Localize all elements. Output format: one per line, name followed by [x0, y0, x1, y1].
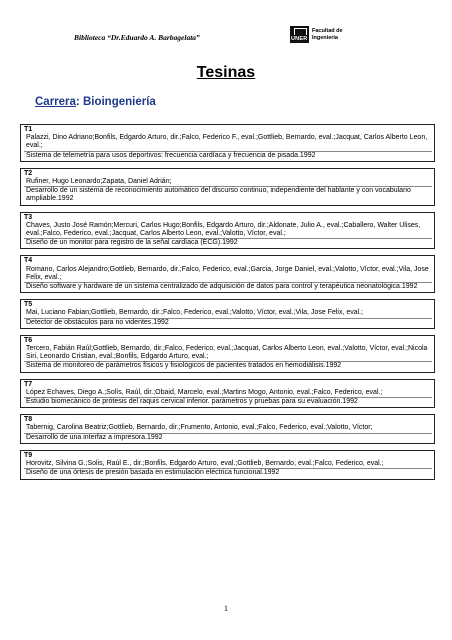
thesis-entry [20, 450, 435, 480]
thesis-list [20, 124, 435, 486]
thesis-authors: Romano, Carlos Alejandro;Gottlieb, Bernardo, dir.;Falco, Federico, eval.;Garcia, Jorge Daniel, eval.;Valotto, Víctor, eval.;Vila, Jose Felix, eval.; [26, 265, 429, 281]
thesis-entry [20, 414, 435, 444]
thesis-authors: Chaves, Justo José Ramón;Mercuri, Carlos Hugo;Bonfils, Edgardo Arturo, dir.;Aldonate, Julio A., eval.;Caballero, Walter Ulises, eval.;Falco, Federico, eval.;Jacquat, Carlos Alberto Leon, eval.;Valotto, Víctor, eval.; [26, 221, 421, 238]
carrera-heading [35, 96, 156, 108]
thesis-code: T5 [24, 301, 33, 309]
thesis-authors: Palazzi, Dino Adriano;Bonfils, Edgardo Arturo, dir.;Falco, Federico F., eval.;Gottlieb, Bernardo, eval.;Jacquat, Carlos Alberto Leon, eval.; [26, 134, 428, 150]
thesis-title: Desarrollo de un sistema de reconocimiento automático del discurso continuo, independiente del hablante y con vocabulario ampliable.1992 [24, 186, 432, 203]
thesis-authors: Tercero, Fabián Raúl;Gottlieb, Bernardo, dir.;Falco, Federico, eval.;Jacquat, Carlos Alberto Leon, eval.;Valotto, Víctor, eval.;Nicola Siri, Leonardo Cristian, eval.;Bonfils, Edgardo Arturo, eval.; [26, 345, 428, 361]
thesis-authors: Tabernig, Carolina Beatriz;Gottlieb, Bernardo, dir.;Frumento, Antonio, eval.;Falco, Federico, eval.;Valotto, Víctor; [26, 424, 373, 432]
thesis-title: Sistema de telemetría para usos deportivos: frecuencia cardíaca y frecuencia de pisada.1992 [24, 151, 432, 160]
thesis-entry [20, 379, 435, 409]
thesis-authors: Horovitz, Silvina G.;Solis, Raúl E., dir.;Bonfils, Edgardo Arturo, eval.;Gottlieb, Bernardo, eval.;Falco, Federico, eval.; [26, 460, 384, 468]
thesis-title: Detector de obstáculos para no videntes.1992 [24, 318, 432, 327]
logo-text: Facultad de Ingeniería [312, 28, 343, 41]
thesis-authors: López Echaves, Diego A.;Solís, Raúl, dir.;Obaid, Marcelo, eval.;Martins Mogo, Antonio, eval.;Falco, Federico, eval.; [26, 388, 383, 396]
thesis-code: T6 [24, 336, 33, 344]
carrera-label: Carrera [35, 96, 76, 108]
thesis-code: T9 [24, 451, 33, 459]
thesis-code: T2 [24, 169, 33, 177]
thesis-entry [20, 124, 435, 162]
thesis-title: Sistema de monitoreo de parámetros físicos y fisiológicos de pacientes tratados en hemodiálisis.1992 [24, 361, 432, 370]
page-title: Tesinas [196, 64, 256, 81]
thesis-code: T7 [24, 380, 33, 388]
carrera-value: Bioingeniería [79, 96, 156, 108]
faculty-logo [290, 26, 343, 43]
thesis-code: T1 [24, 126, 33, 133]
thesis-title: Estudio biomecánico de prótesis del raquis cervical inferior. parámetros y pruebas para su evaluación.1992 [24, 397, 432, 406]
carrera-separator: : [75, 96, 80, 108]
thesis-title: Diseño de un monitor para registro de la señal cardíaca (ECG).1992 [24, 238, 432, 247]
thesis-title: Diseño de una órtesis de presión basada en estimulación eléctrica funcional.1992 [24, 468, 432, 477]
thesis-entry [20, 299, 435, 329]
thesis-authors: Rufiner, Hugo Leonardo;Zapata, Daniel Adrián; [26, 178, 172, 186]
thesis-code: T4 [24, 257, 33, 265]
logo-icon-text: UNER [291, 36, 308, 42]
thesis-code: T8 [24, 416, 33, 424]
thesis-title: Desarrollo de una interfaz a impresora.1992 [24, 433, 432, 442]
thesis-entry [20, 168, 435, 206]
page-number: 1 [224, 604, 228, 613]
thesis-title: Diseño software y hardware de un sistema centralizado de adquisición de datos para control y terapéutica neonatológica.1992 [24, 282, 432, 291]
uner-logo-icon [290, 26, 309, 43]
thesis-code: T3 [24, 213, 33, 221]
thesis-entry [20, 335, 435, 373]
thesis-entry [20, 212, 435, 250]
thesis-entry [20, 255, 435, 293]
thesis-authors: Mai, Luciano Fabian;Gottlieb, Bernardo, dir.;Falco, Federico, eval.;Valotto, Víctor, eval.;Vila, Jose Felix, eval.; [26, 309, 364, 317]
library-header: Biblioteca “Dr.Eduardo A. Barbagelata” [74, 33, 200, 42]
